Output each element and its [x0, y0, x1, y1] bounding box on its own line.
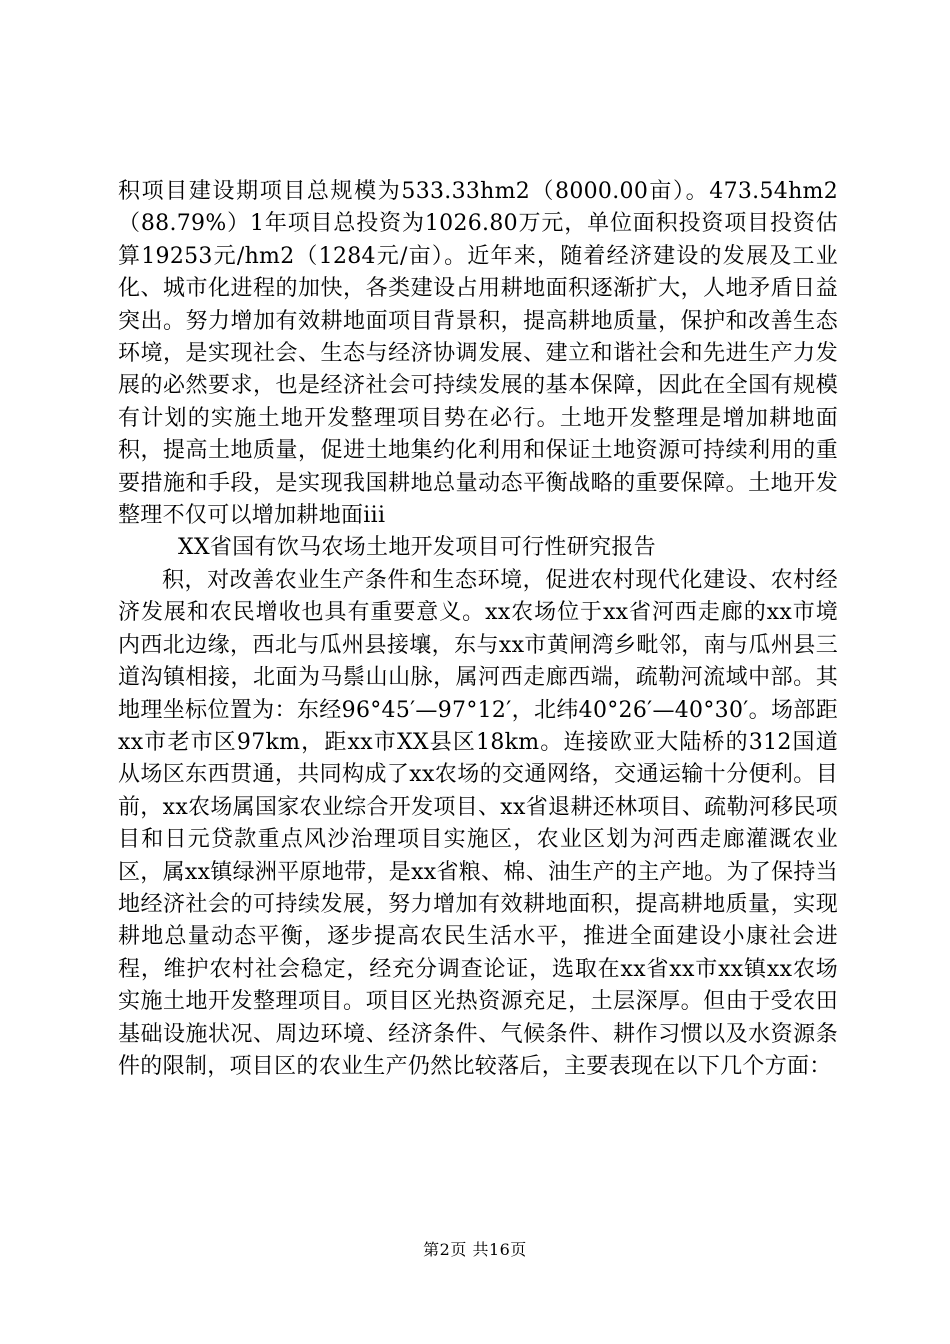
report-title-heading: XX省国有饮马农场土地开发项目可行性研究报告: [178, 535, 656, 561]
page-number-footer: 第2页 共16页: [423, 1240, 527, 1259]
body-paragraph-2: 积，对改善农业生产条件和生态环境，促进农村现代化建设、农村经济发展和农民增收也具有重要意义。xx农场位于xx省河西走廊的xx市境内西北边缘，西北与瓜州县接壤，东与xx市黄闸湾乡毗邻，南与瓜州县三道沟镇相接，北面为马鬃山山脉，属河西走廊西端，疏勒河流域中部。其地理坐标位置为：东经96°45′—97°12′，北纬40°26′—40°30′。场部距xx市老市区97km，距xx市XX县区18km。连接欧亚大陆桥的312国道从场区东西贯通，共同构成了xx农场的交通网络，交通运输十分便利。目前，xx农场属国家农业综合开发项目、xx省退耕还林项目、疏勒河移民项目和日元贷款重点风沙治理项目实施区，农业区划为河西走廊灌溉农业区，属xx镇绿洲平原地带，是xx省粮、棉、油生产的主产地。为了保持当地经济社会的可持续发展，努力增加有效耕地面积，提高耕地质量，实现耕地总量动态平衡，逐步提高农民生活水平，推进全面建设小康社会进程，维护农村社会稳定，经充分调查论证，选取在xx省xx市xx镇xx农场实施土地开发整理项目。项目区光热资源充足，土层深厚。但由于受农田基础设施状况、周边环境、经济条件、气候条件、耕作习惯以及水资源条件的限制，项目区的农业生产仍然比较落后，主要表现在以下几个方面：: [118, 567, 838, 1079]
document-body: [118, 176, 838, 1083]
body-paragraph-1: 积项目建设期项目总规模为533.33hm2（8000.00亩）。473.54hm2（88.79%）1年项目总投资为1026.80万元，单位面积投资项目投资估算19253元/hm2（1284元/亩）。近年来，随着经济建设的发展及工业化、城市化进程的加快，各类建设占用耕地面积逐渐扩大，人地矛盾日益突出。努力增加有效耕地面项目背景积，提高耕地质量，保护和改善生态环境，是实现社会、生态与经济协调发展、建立和谐社会和先进生产力发展的必然要求，也是经济社会可持续发展的基本保障，因此在全国有规模有计划的实施土地开发整理项目势在必行。土地开发整理是增加耕地面积，提高土地质量，促进土地集约化利用和保证土地资源可持续利用的重要措施和手段，是实现我国耕地总量动态平衡战略的重要保障。土地开发整理不仅可以增加耕地面iii: [118, 179, 838, 529]
